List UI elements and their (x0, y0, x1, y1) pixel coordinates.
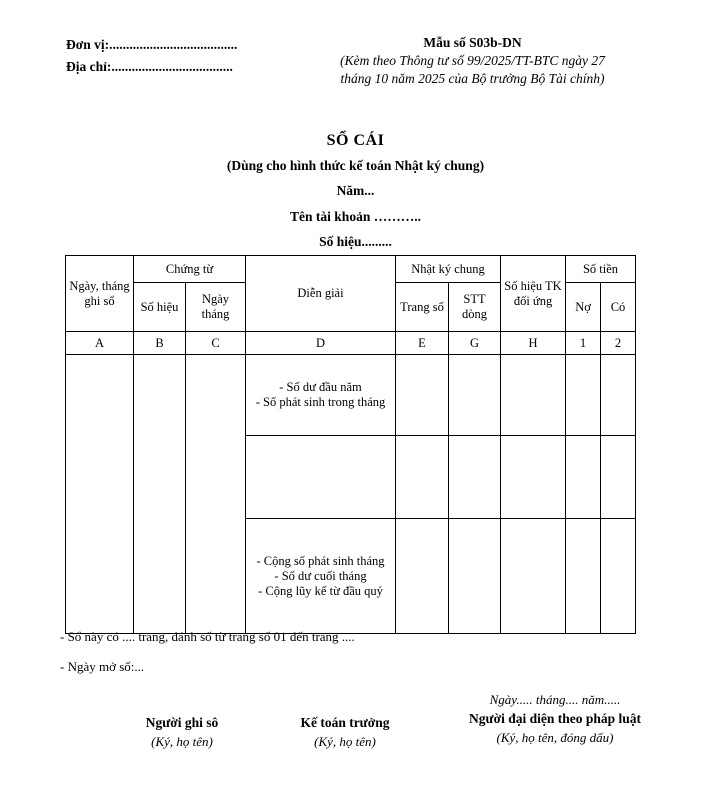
header-voucher-date: Ngày tháng (186, 283, 246, 332)
signature-block-legal-representative (440, 690, 670, 748)
address-label: Địa chỉ:.................................... (66, 59, 233, 74)
table-body-row (66, 355, 636, 436)
description-item: - Cộng số phát sinh tháng (256, 553, 385, 568)
signature-block-recorder (92, 714, 272, 752)
cell-credit[interactable] (601, 355, 636, 436)
cell-debit[interactable] (566, 519, 601, 634)
form-code: Mẫu số S03b-DN (423, 35, 522, 50)
cell-journal-line[interactable] (449, 519, 501, 634)
column-letter-a: A (66, 332, 134, 355)
header-debit: Nợ (566, 283, 601, 332)
chief-accountant-title: Kế toán trưởng (300, 715, 390, 730)
account-name-field: Tên tài khoản ……….. (290, 209, 421, 224)
cell-journal-page[interactable] (396, 436, 449, 519)
cell-corresponding-account[interactable] (501, 436, 566, 519)
note-open-date: - Ngày mở sổ:... (60, 659, 145, 674)
description-item: - Số dư đầu năm (279, 380, 362, 394)
header-general-journal-group: Nhật ký chung (396, 256, 501, 283)
cell-journal-page[interactable] (396, 519, 449, 634)
account-number-field: Số hiệu......... (319, 234, 392, 249)
header-corresponding-account: Số hiệu TK đối ứng (501, 256, 566, 332)
ledger-table-container (65, 255, 635, 634)
header-amount-group: Số tiền (566, 256, 636, 283)
column-letter-g: G (449, 332, 501, 355)
header-voucher-number: Số hiệu (134, 283, 186, 332)
table-column-letter-row (66, 332, 636, 355)
year-field: Năm... (336, 183, 375, 198)
column-letter-d: D (246, 332, 396, 355)
column-letter-c: C (186, 332, 246, 355)
cell-credit[interactable] (601, 436, 636, 519)
cell-voucher-number[interactable] (134, 355, 186, 634)
ledger-table (65, 255, 636, 634)
cell-description[interactable] (246, 436, 396, 519)
description-item: - Số phát sinh trong tháng (255, 395, 386, 409)
header-journal-page: Trang số (396, 283, 449, 332)
header-journal-line: STT dòng (449, 283, 501, 332)
description-item: - Số dư cuối tháng (274, 568, 367, 583)
description-item: - Cộng lũy kế từ đầu quý (258, 583, 383, 598)
cell-date-recorded[interactable] (66, 355, 134, 634)
column-letter-b: B (134, 332, 186, 355)
cell-journal-line[interactable] (449, 436, 501, 519)
recorder-title: Người ghi sô (145, 715, 219, 730)
column-letter-h: H (501, 332, 566, 355)
form-reference-line-2: tháng 10 năm 2025 của Bộ trưởng Bộ Tài chính) (340, 71, 605, 86)
cell-corresponding-account[interactable] (501, 355, 566, 436)
signature-section (0, 690, 711, 800)
header-voucher-group: Chứng từ (134, 256, 246, 283)
cell-voucher-date[interactable] (186, 355, 246, 634)
unit-label: Đơn vị:...................................... (66, 37, 238, 52)
legal-representative-note: (Ký, họ tên, đóng dấu) (496, 730, 614, 745)
legal-representative-date: Ngày..... tháng.... năm..... (489, 692, 621, 707)
header-description: Diễn giải (246, 256, 396, 332)
form-reference-line-1: (Kèm theo Thông tư số 99/2025/TT-BTC ngày 27 (340, 53, 605, 68)
cell-description[interactable] (246, 355, 396, 436)
cell-journal-line[interactable] (449, 355, 501, 436)
header-date-recorded: Ngày, tháng ghi sổ (66, 256, 134, 332)
footer-notes (60, 622, 660, 682)
chief-accountant-note: (Ký, họ tên) (314, 734, 376, 749)
recorder-note: (Ký, họ tên) (151, 734, 213, 749)
cell-description[interactable] (246, 519, 396, 634)
legal-representative-title: Người đại diện theo pháp luật (469, 711, 641, 726)
cell-debit[interactable] (566, 436, 601, 519)
column-letter-1: 1 (566, 332, 601, 355)
form-code-block (300, 34, 645, 88)
signature-block-chief-accountant (255, 714, 435, 752)
column-letter-2: 2 (601, 332, 636, 355)
column-letter-e: E (396, 332, 449, 355)
cell-credit[interactable] (601, 519, 636, 634)
cell-corresponding-account[interactable] (501, 519, 566, 634)
cell-journal-page[interactable] (396, 355, 449, 436)
cell-debit[interactable] (566, 355, 601, 436)
document-title: SỔ CÁI (326, 132, 385, 149)
header-credit: Có (601, 283, 636, 332)
note-page-count: - Sổ này có .... trang, đánh số từ trang số 01 đến trang .... (60, 629, 355, 644)
table-header-row-top (66, 256, 636, 283)
document-subtitle: (Dùng cho hình thức kế toán Nhật ký chung) (226, 158, 485, 173)
title-block (0, 128, 711, 254)
